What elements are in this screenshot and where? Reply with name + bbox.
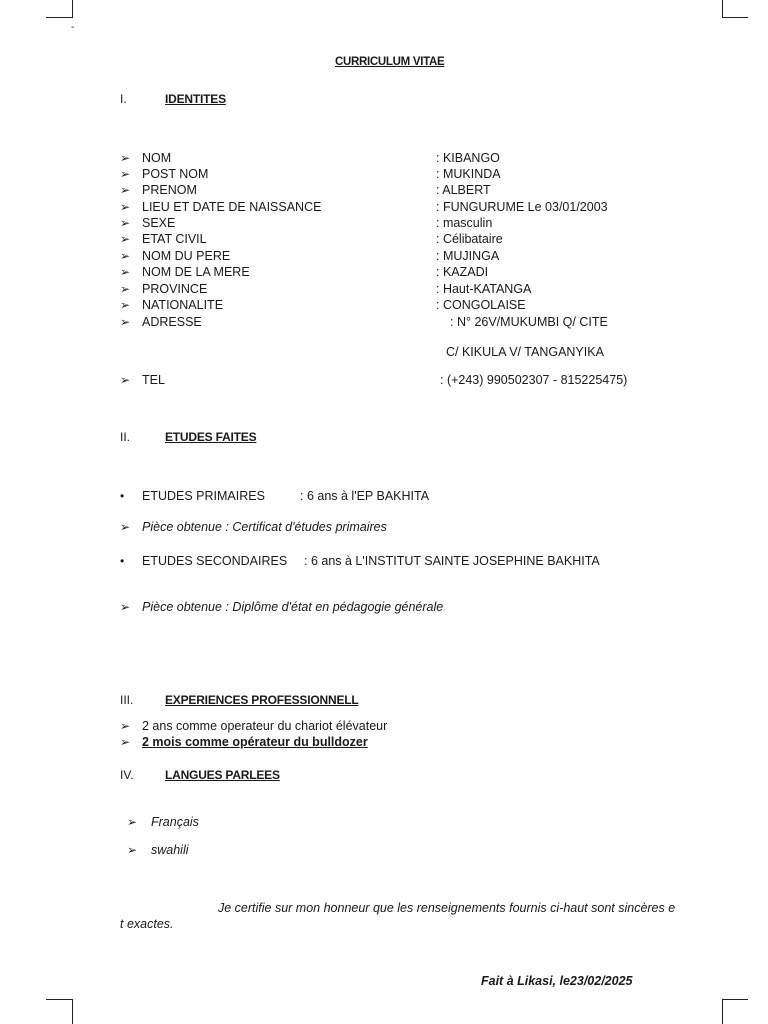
arrow-bullet-icon: ➢ bbox=[120, 373, 131, 387]
section-number-langues: IV. bbox=[120, 768, 134, 782]
section-number-identites: I. bbox=[120, 92, 127, 106]
bullet-icon: • bbox=[120, 554, 125, 568]
etudes-secondaires-piece: Pièce obtenue : Diplôme d'état en pédagogie générale bbox=[142, 600, 444, 614]
identity-label-mere: NOM DE LA MERE bbox=[142, 265, 250, 279]
declaration-line-1: Je certifie sur mon honneur que les renseignements fournis ci-haut sont sincères e bbox=[218, 901, 676, 915]
identity-label-sexe: SEXE bbox=[142, 216, 176, 230]
identity-value-nom: : KIBANGO bbox=[436, 151, 500, 165]
etudes-secondaires-value: : 6 ans à L'INSTITUT SAINTE JOSEPHINE BAKHITA bbox=[304, 554, 600, 568]
arrow-bullet-icon: ➢ bbox=[120, 719, 131, 733]
section-number-experiences: III. bbox=[120, 693, 134, 707]
identity-value-postnom: : MUKINDA bbox=[436, 167, 501, 181]
arrow-bullet-icon: ➢ bbox=[127, 815, 138, 829]
identity-label-province: PROVINCE bbox=[142, 282, 208, 296]
corner-dash: - bbox=[71, 22, 75, 33]
section-title-experiences: EXPERIENCES PROFESSIONNELL bbox=[165, 693, 359, 707]
identity-value-adresse-line2: C/ KIKULA V/ TANGANYIKA bbox=[446, 345, 604, 359]
arrow-bullet-icon: ➢ bbox=[120, 216, 131, 230]
etudes-primaires-label: ETUDES PRIMAIRES bbox=[142, 489, 265, 503]
page-title: CURRICULUM VITAE bbox=[335, 56, 445, 68]
arrow-bullet-icon: ➢ bbox=[127, 843, 138, 857]
arrow-bullet-icon: ➢ bbox=[120, 200, 131, 214]
crop-mark-top-left bbox=[72, 0, 73, 17]
section-title-langues: LANGUES PARLEES bbox=[165, 768, 280, 782]
identity-row-nom bbox=[120, 151, 130, 165]
identity-label-pere: NOM DU PERE bbox=[142, 249, 231, 263]
identity-label-postnom: POST NOM bbox=[142, 167, 209, 181]
identity-label-prenom: PRENOM bbox=[142, 183, 197, 197]
crop-mark-bottom-right bbox=[722, 999, 748, 1000]
arrow-bullet-icon: ➢ bbox=[120, 600, 131, 614]
experience-item: 2 mois comme opérateur du bulldozer bbox=[142, 735, 368, 749]
crop-mark-top-right bbox=[722, 0, 723, 17]
identity-label-adresse: ADRESSE bbox=[142, 315, 202, 329]
section-title-identites: IDENTITES bbox=[165, 92, 226, 106]
identity-value-etat-civil: : Célibataire bbox=[436, 232, 503, 246]
identity-value-sexe: : masculin bbox=[436, 216, 493, 230]
arrow-bullet-icon: ➢ bbox=[120, 183, 131, 197]
experience-item: 2 ans comme operateur du chariot élévateur bbox=[142, 719, 388, 733]
identity-value-mere: : KAZADI bbox=[436, 265, 489, 279]
arrow-bullet-icon: ➢ bbox=[120, 232, 131, 246]
arrow-bullet-icon: ➢ bbox=[120, 735, 131, 749]
arrow-bullet-icon: ➢ bbox=[120, 249, 131, 263]
crop-mark-top-left bbox=[46, 17, 73, 18]
identity-label-etat-civil: ETAT CIVIL bbox=[142, 232, 207, 246]
identity-label-naissance: LIEU ET DATE DE NAISSANCE bbox=[142, 200, 322, 214]
language-item: swahili bbox=[151, 843, 189, 857]
arrow-bullet-icon: ➢ bbox=[120, 298, 131, 312]
language-item: Français bbox=[151, 815, 199, 829]
identity-value-tel: : (+243) 990502307 - 815225475) bbox=[440, 373, 628, 387]
crop-mark-top-right bbox=[722, 17, 748, 18]
arrow-bullet-icon: ➢ bbox=[120, 520, 131, 534]
section-number-etudes: II. bbox=[120, 430, 131, 444]
identity-value-adresse: : N° 26V/MUKUMBI Q/ CITE bbox=[450, 315, 608, 329]
identity-value-prenom: : ALBERT bbox=[436, 183, 491, 197]
identity-label-nationalite: NATIONALITE bbox=[142, 298, 224, 312]
identity-value-nationalite: : CONGOLAISE bbox=[436, 298, 526, 312]
arrow-bullet-icon: ➢ bbox=[120, 282, 131, 296]
arrow-bullet-icon: ➢ bbox=[120, 167, 131, 181]
crop-mark-bottom-left bbox=[46, 999, 73, 1000]
signature-place-date: Fait à Likasi, le23/02/2025 bbox=[481, 974, 633, 988]
etudes-primaires-value: : 6 ans à l'EP BAKHITA bbox=[300, 489, 430, 503]
declaration-line-2: t exactes. bbox=[120, 917, 174, 931]
arrow-bullet-icon: ➢ bbox=[120, 265, 131, 279]
identity-value-naissance: : FUNGURUME Le 03/01/2003 bbox=[436, 200, 608, 214]
bullet-icon: • bbox=[120, 489, 125, 503]
arrow-bullet-icon: ➢ bbox=[120, 315, 131, 329]
etudes-primaires-piece: Pièce obtenue : Certificat d'études primaires bbox=[142, 520, 387, 534]
section-title-etudes: ETUDES FAITES bbox=[165, 430, 257, 444]
crop-mark-bottom-left bbox=[72, 999, 73, 1024]
etudes-secondaires-label: ETUDES SECONDAIRES bbox=[142, 554, 288, 568]
crop-mark-bottom-right bbox=[722, 999, 723, 1024]
identity-value-province: : Haut-KATANGA bbox=[436, 282, 532, 296]
identity-label-tel: TEL bbox=[142, 373, 165, 387]
arrow-bullet-icon: ➢ bbox=[120, 151, 131, 165]
identity-value-pere: : MUJINGA bbox=[436, 249, 500, 263]
identity-label-nom: NOM bbox=[142, 151, 172, 165]
